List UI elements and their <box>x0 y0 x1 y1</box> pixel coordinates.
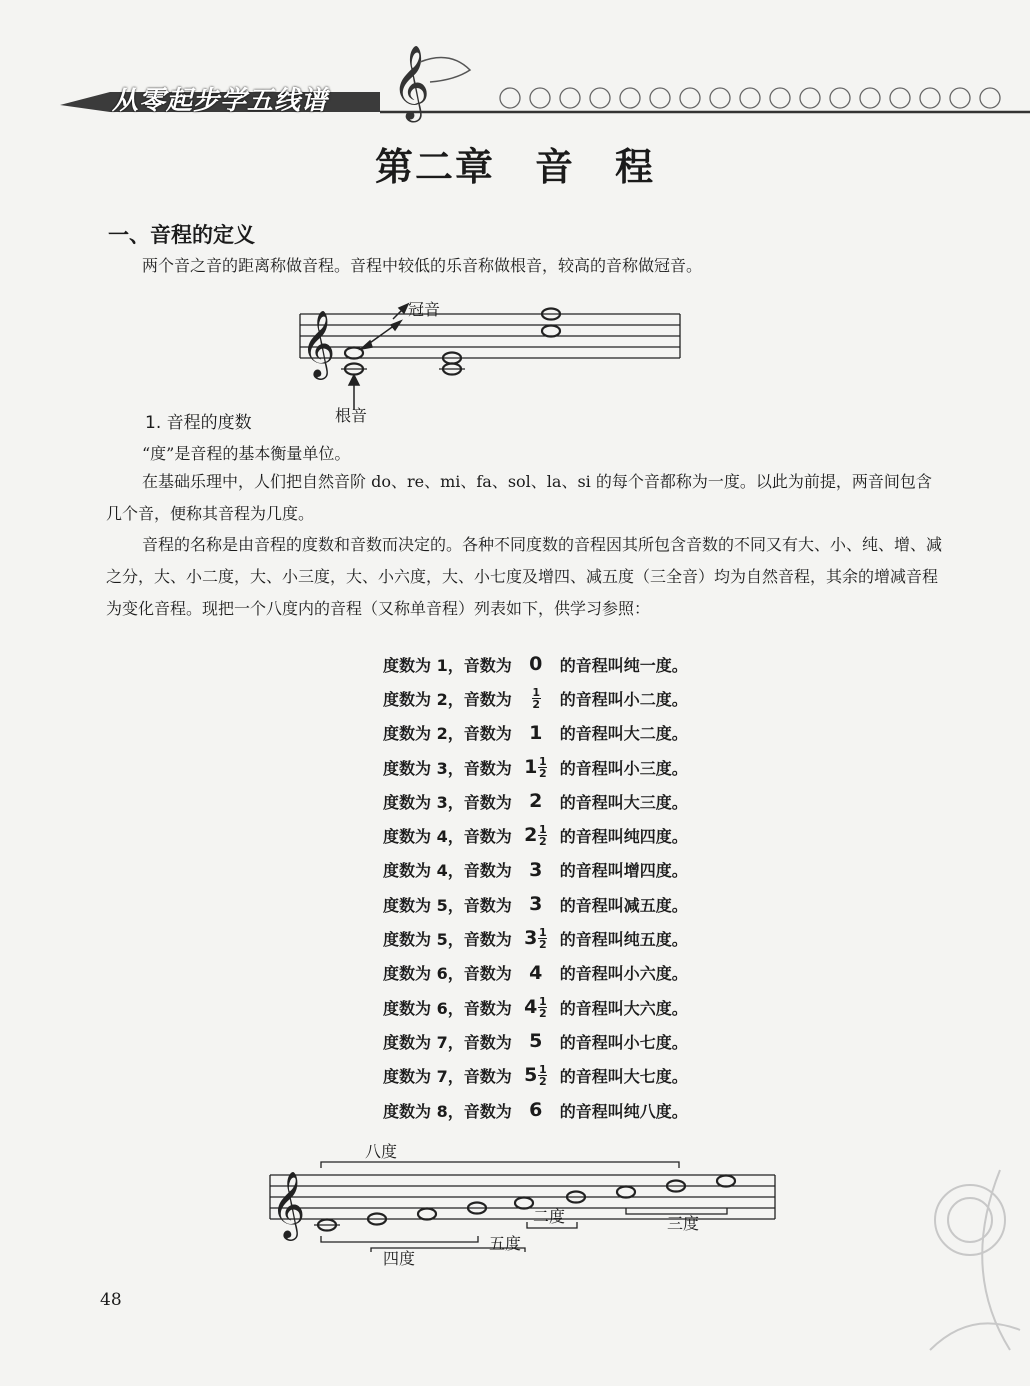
rule-count <box>512 962 560 984</box>
interval-rule-row <box>383 818 688 852</box>
interval-rule-row <box>383 1024 688 1058</box>
half-fraction: $\frac{1}{2}$ <box>539 1063 547 1089</box>
rule-count <box>512 756 560 779</box>
treble-clef-icon: 𝄞 <box>271 1170 306 1238</box>
half-fraction: $\frac{1}{2}$ <box>539 926 547 952</box>
interval-rule-row <box>383 956 688 990</box>
rule-count-value: 0 <box>529 653 543 676</box>
para-degree <box>106 466 944 530</box>
interval-rule-row <box>383 853 688 887</box>
third-label: 三度 <box>667 1214 700 1233</box>
rule-count <box>512 996 560 1019</box>
rule-degree: 度数为 7，音数为 <box>383 1032 512 1052</box>
treble-clef-icon: 𝄞 <box>301 309 336 377</box>
svg-text:𝄞: 𝄞 <box>392 46 430 120</box>
interval-rule-row <box>383 921 688 955</box>
rule-count <box>512 790 560 812</box>
para-naming <box>106 529 944 625</box>
rule-count-value: 4 <box>524 995 538 1018</box>
intro-paragraph <box>106 250 944 282</box>
rule-degree: 度数为 3，音数为 <box>383 758 512 778</box>
rule-degree: 度数为 3，音数为 <box>383 792 512 812</box>
rule-count-value: 3 <box>529 858 543 881</box>
rule-degree: 度数为 5，音数为 <box>383 895 512 915</box>
half-fraction: $\frac{1}{2}$ <box>539 754 547 780</box>
rule-count <box>512 1030 560 1052</box>
interval-rule-row <box>383 716 688 750</box>
interval-rule-row <box>383 647 688 681</box>
rule-count <box>512 1064 560 1087</box>
rule-name: 的音程叫增四度。 <box>559 861 688 881</box>
root-note-label: 根音 <box>335 406 368 425</box>
rule-count-value: 5 <box>529 1030 543 1053</box>
rule-count-value: 1 <box>524 755 538 778</box>
rule-degree: 度数为 7，音数为 <box>383 1067 512 1087</box>
rule-count-value: 3 <box>524 927 538 950</box>
rule-degree: 度数为 4，音数为 <box>383 861 512 881</box>
rule-count-value: 2 <box>524 824 538 847</box>
fourth-label: 四度 <box>383 1249 416 1268</box>
interval-rule-row <box>383 1059 688 1093</box>
page-number: 48 <box>100 1290 122 1310</box>
interval-rule-list <box>383 647 688 1127</box>
second-label: 二度 <box>533 1207 566 1226</box>
rule-count <box>512 722 560 744</box>
corner-swirl-decoration <box>900 1150 1030 1386</box>
half-fraction: $\frac{1}{2}$ <box>532 685 541 711</box>
section-heading: 一、音程的定义 <box>108 223 255 247</box>
para-degree-text: 在基础乐理中，人们把自然音阶 do、re、mi、fa、sol、la、si 的每个音都称为一度。以此为前提，两音间包含几个音，便称其音程为几度。 <box>106 472 932 523</box>
rule-degree: 度数为 4，音数为 <box>383 827 512 847</box>
rule-count <box>512 893 560 915</box>
rule-count <box>512 687 560 710</box>
rule-count-value: 4 <box>529 961 543 984</box>
rule-name: 的音程叫纯五度。 <box>559 930 688 950</box>
rule-name: 的音程叫大六度。 <box>559 998 688 1018</box>
series-title: 从零起步学五线谱 <box>112 86 329 116</box>
octave-label: 八度 <box>365 1142 398 1161</box>
para-unit-text: “度”是音程的基本衡量单位。 <box>142 444 351 463</box>
rule-count <box>512 824 560 847</box>
rule-name: 的音程叫减五度。 <box>559 895 688 915</box>
rule-count <box>512 859 560 881</box>
rule-name: 的音程叫小七度。 <box>559 1032 688 1052</box>
rule-name: 的音程叫小二度。 <box>559 689 688 709</box>
rule-name: 的音程叫纯四度。 <box>559 827 688 847</box>
rule-count <box>512 1099 560 1121</box>
interval-rule-row <box>383 784 688 818</box>
half-fraction: $\frac{1}{2}$ <box>539 994 547 1020</box>
rule-name: 的音程叫纯八度。 <box>559 1101 688 1121</box>
para-naming-text: 音程的名称是由音程的度数和音数而决定的。各种不同度数的音程因其所包含音数的不同又有大、小、纯、增、减之分，大、小二度，大、小三度，大、小六度，大、小七度及增四、减五度（三全音）均为自然音程，其余的增减音程为变化音程。现把一个八度内的音程（又称单音程）列表如下，供学习参照： <box>106 535 943 618</box>
top-note-label: 冠音 <box>408 300 441 319</box>
rule-degree: 度数为 8，音数为 <box>383 1101 512 1121</box>
fifth-label: 五度 <box>489 1234 522 1253</box>
rule-count <box>512 653 560 675</box>
half-fraction: $\frac{1}{2}$ <box>539 823 547 849</box>
rule-count-value: 5 <box>524 1064 538 1087</box>
rule-degree: 度数为 6，音数为 <box>383 964 512 984</box>
rule-name: 的音程叫大三度。 <box>559 792 688 812</box>
chapter-title: 第二章 音 程 <box>374 145 655 189</box>
interval-rule-row <box>383 887 688 921</box>
intro-text: 两个音之音的距离称做音程。音程中较低的乐音称做根音，较高的音称做冠音。 <box>142 256 703 275</box>
rule-degree: 度数为 1，音数为 <box>383 655 512 675</box>
rule-name: 的音程叫大二度。 <box>559 724 688 744</box>
rule-count-value: 1 <box>529 721 543 744</box>
rule-count-value: 3 <box>529 893 543 916</box>
scale-interval-figure <box>265 1140 785 1270</box>
rule-count <box>512 927 560 950</box>
rule-count-value: 6 <box>529 1099 543 1121</box>
interval-rule-row <box>383 750 688 784</box>
interval-staff-figure <box>295 295 695 425</box>
rule-name: 的音程叫小三度。 <box>559 758 688 778</box>
rule-degree: 度数为 5，音数为 <box>383 930 512 950</box>
rule-name: 的音程叫纯一度。 <box>559 655 688 675</box>
rule-name: 的音程叫大七度。 <box>559 1067 688 1087</box>
subsection-heading: 1. 音程的度数 <box>145 413 252 433</box>
rule-count-value: 2 <box>529 790 543 813</box>
rule-degree: 度数为 2，音数为 <box>383 724 512 744</box>
interval-rule-row <box>383 1093 688 1127</box>
interval-rule-row <box>383 681 688 715</box>
rule-degree: 度数为 2，音数为 <box>383 689 512 709</box>
interval-rule-row <box>383 990 688 1024</box>
rule-degree: 度数为 6，音数为 <box>383 998 512 1018</box>
rule-name: 的音程叫小六度。 <box>559 964 688 984</box>
